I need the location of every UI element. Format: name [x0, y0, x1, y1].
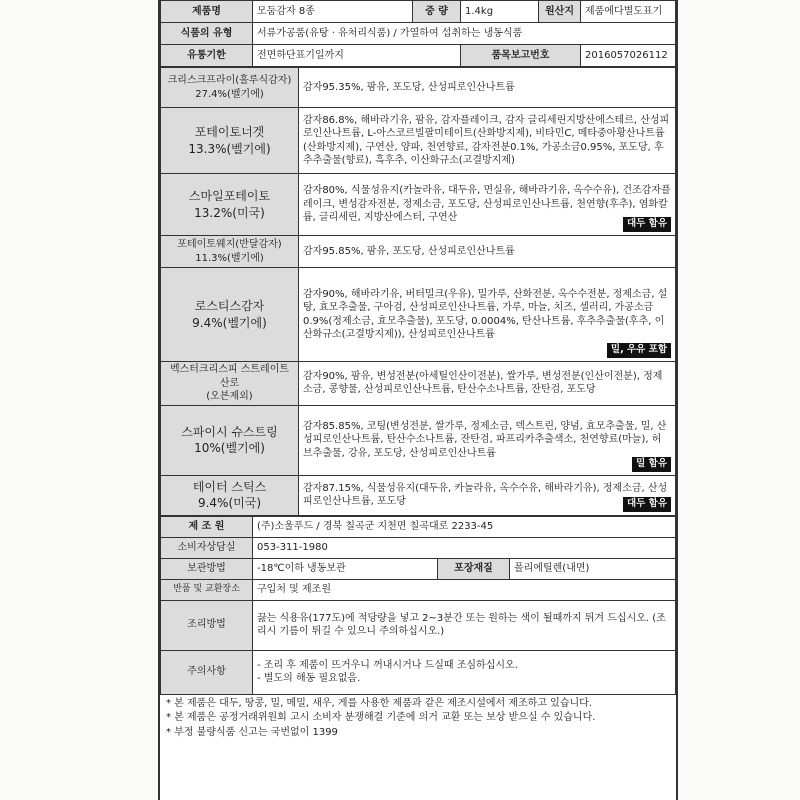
- ingredient-description: 감자95.85%, 팜유, 포도당, 산성피로인산나트륨: [303, 245, 515, 257]
- return-value: 구입처 및 제조원: [253, 579, 676, 600]
- ingredient-description: 감자90%, 해바라기유, 버터밀크(우유), 밀가루, 산화전분, 옥수수전분, 정제소금, 설탕, 효모추출물, 구아검, 산성피로인산나트륨, 가루, 마늘, 치즈, 셀러리, 가공소금0.9%(정제소금, 효모추출물), 포도당, 0.0004%, 탄산나트륨, 후추추출물(후추, 이산화규소(고결방지제)), 산성피로인산나트륨: [303, 288, 668, 340]
- nutrition-label: [158, 0, 678, 800]
- ingredient-desc-cell: [299, 236, 676, 268]
- ingredient-percent: 13.3%(벨기에): [188, 141, 271, 156]
- ingredient-row: [161, 268, 676, 362]
- storage-label: 보관방법: [161, 558, 253, 579]
- ingredient-percent: 27.4%(벨기에): [195, 88, 264, 100]
- allergen-tag: 밀, 우유 포함: [607, 343, 671, 358]
- ingredient-row: [161, 405, 676, 475]
- ingredient-name: 스마일포테이토: [188, 189, 271, 204]
- ingredient-name: 포테이토너겟: [194, 125, 265, 140]
- ingredient-description: 감자90%, 팜유, 변성전분(아세틸인산이전분), 쌀가루, 변성전분(인산이전분), 정제소금, 콩향물, 산성피로인산나트륨, 탄산수소나트륨, 잔탄검, 포도당: [303, 370, 663, 396]
- ingredients-table: [160, 67, 676, 516]
- ingredient-percent: 10%(벨기에): [194, 441, 265, 455]
- ingredient-desc-cell: [299, 475, 676, 515]
- ingredient-name-cell: [161, 405, 299, 475]
- note-line-3: * 부정 불량식품 신고는 국번없이 1399: [166, 726, 338, 738]
- ingredient-percent: 9.4%(미국): [197, 496, 262, 510]
- ingredient-percent: 13.2%(미국): [194, 205, 265, 220]
- maker-value: (주)소울푸드 / 경북 칠곡군 지천면 칠곡대로 2233-45: [253, 516, 676, 537]
- caution-label: 주의사항: [161, 650, 253, 694]
- storage-value: -18℃이하 냉동보관: [253, 558, 438, 579]
- packaging-value: 폴리에틸렌(내면): [510, 558, 676, 579]
- ingredient-description: 감자95.35%, 팜유, 포도당, 산성피로인산나트륨: [303, 81, 515, 93]
- ingredient-name: 스파이시 슈스트링: [181, 424, 278, 439]
- ingredient-percent: 9.4%(벨기에): [192, 315, 267, 330]
- ingredient-row: [161, 174, 676, 236]
- product-name-label: 제품명: [161, 1, 253, 23]
- ingredient-name-cell: [161, 108, 299, 174]
- ingredient-name-cell: [161, 268, 299, 362]
- ingredient-desc-cell: [299, 174, 676, 236]
- maker-table: [160, 516, 676, 695]
- ingredient-name: 크리스크프라이(홀루식감자): [167, 75, 292, 86]
- note-line-2: * 본 제품은 공정거래위원회 고시 소비자 분쟁해결 기준에 의거 교환 또는 보상 받으실 수 있습니다.: [166, 712, 596, 723]
- ingredient-percent: 11.3%(벨기에): [195, 252, 264, 264]
- caution-line-2: - 별도의 해동 필요없음.: [257, 673, 361, 684]
- report-number: 2016057026112: [581, 45, 676, 67]
- ingredient-name: 벡스터크리스피 스트레이트 산로: [169, 364, 290, 389]
- ingredient-row: [161, 108, 676, 174]
- ingredient-row: [161, 68, 676, 108]
- ingredient-name-cell: [161, 362, 299, 406]
- ingredient-desc-cell: [299, 108, 676, 174]
- ingredient-desc-cell: [299, 268, 676, 362]
- ingredient-desc-cell: [299, 362, 676, 406]
- report-label: 품목보고번호: [461, 45, 581, 67]
- ingredient-desc-cell: [299, 68, 676, 108]
- origin-label: 원산지: [539, 1, 581, 23]
- note-line-1: * 본 제품은 대두, 땅콩, 밀, 메밀, 새우, 게를 사용한 제품과 같은 제조시설에서 제조하고 있습니다.: [166, 697, 592, 709]
- product-name: 모둠감자 8종: [253, 1, 413, 23]
- ingredient-name: 포테이토웨지(반달감자): [177, 239, 282, 250]
- ingredient-name: 로스티스감자: [194, 299, 265, 314]
- consumer-phone: 053-311-1980: [253, 537, 676, 558]
- ingredient-name-cell: [161, 68, 299, 108]
- return-label: 반품 및 교환장소: [161, 579, 253, 600]
- ingredient-row: [161, 362, 676, 406]
- ingredient-name-cell: [161, 174, 299, 236]
- ingredient-name: 테이터 스틱스: [192, 479, 267, 494]
- packaging-label: 포장재질: [438, 558, 510, 579]
- allergen-tag: 밀 함유: [632, 457, 671, 472]
- weight-label: 중 량: [413, 1, 461, 23]
- ingredient-row: [161, 475, 676, 515]
- ingredient-name-cell: [161, 475, 299, 515]
- caution-value: [253, 650, 676, 694]
- ingredient-description: 감자85.85%, 코팅(변성전분, 쌀가루, 정제소금, 덱스트린, 양념, 효모추출물, 밀, 산성피로인산나트륨, 탄산수소나트륨, 잔탄검, 파프리카추출색소, 천연향료(마늘), 허브추출물, 강유, 포도당, 산성피로인산나트륨: [303, 420, 667, 459]
- maker-label: 제 조 원: [161, 516, 253, 537]
- allergen-tag: 대두 함유: [623, 217, 671, 232]
- ingredient-description: 감자80%, 식물성유지(카놀라유, 대두유, 면실유, 해바라기유, 옥수수유), 건조감자플레이크, 변성감자전분, 정제소금, 포도당, 산성피로인산나트륨, 천연향(후추), 염화칼륨, 글리세린, 지방산에스터, 구연산: [303, 185, 671, 224]
- ingredient-desc-cell: [299, 405, 676, 475]
- food-type-label: 식품의 유형: [161, 23, 253, 45]
- ingredient-row: [161, 236, 676, 268]
- allergen-tag: 대두 함유: [623, 497, 671, 512]
- ingredient-description: 감자87.15%, 식물성유지(대두유, 카놀라유, 옥수수유, 해바라기유), 정제소금, 산성피로인산나트륨, 포도당: [303, 482, 668, 507]
- ingredient-description: 감자86.8%, 해바라기유, 팜유, 감자플레이크, 감자 글리세린지방산에스테르, 산성피로인산나트륨, L-아스코르빌팔미테이트(산화방지제), 비타민C, 메타중아황산나트륨(산화방지제), 구연산, 양파, 천연향료, 감자전분0.1%, 가공소금0.95%, 포도당, 후추추출물(향료), 흑후추, 이산화규소(고결방지제): [303, 114, 670, 166]
- footer-notes: [160, 695, 676, 743]
- expiry-label: 유통기한: [161, 45, 253, 67]
- food-type: 서류가공품(유탕 · 유처리식품) / 가열하여 섭취하는 냉동식품: [253, 23, 676, 45]
- weight: 1.4kg: [461, 1, 539, 23]
- consumer-label: 소비자상담실: [161, 537, 253, 558]
- ingredient-name-cell: [161, 236, 299, 268]
- ingredient-percent: (오븐제외): [206, 391, 253, 402]
- expiry: 전면하단표기일까지: [253, 45, 461, 67]
- cooking-label: 조리방법: [161, 600, 253, 650]
- caution-line-1: - 조리 후 제품이 뜨거우니 꺼내시거나 드실때 조심하십시오.: [257, 659, 518, 671]
- cooking-value: 끓는 식용유(177도)에 적당량을 넣고 2~3분간 또는 원하는 색이 될때까지 튀겨 드십시오. (조리시 기름이 튀길 수 있으니 주의하십시오.): [253, 600, 676, 650]
- origin: 제품에다별도표기: [581, 1, 676, 23]
- info-table: [160, 0, 676, 67]
